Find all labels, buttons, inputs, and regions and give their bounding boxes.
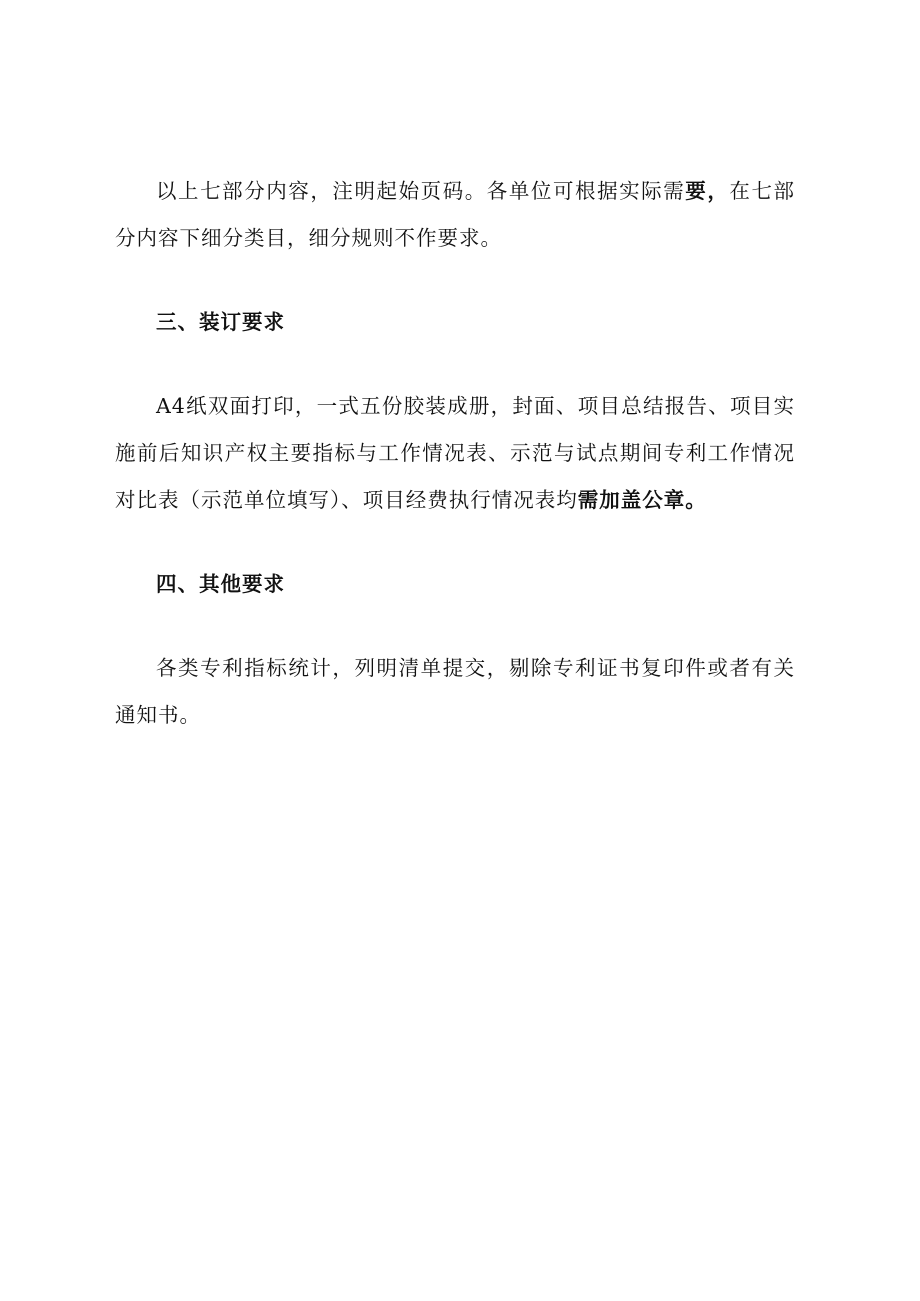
paragraph-table-of-contents-note: [115, 168, 795, 262]
spacer: [115, 346, 795, 383]
section-heading-binding: 三、装订要求: [156, 310, 285, 334]
section-heading-other: 四、其他要求: [156, 572, 285, 596]
paragraph-text: 以上七部分内容，注明起始页码。各单位可根据实际需: [156, 179, 686, 203]
paragraph-binding-requirements: [115, 383, 795, 524]
document-body: [115, 168, 795, 739]
paragraph-bold-text: 需加盖公章。: [577, 488, 707, 512]
paragraph-text: A4纸双面打印，一式五份胶装成册，封面、项目总结报告、项目实施前后知识产权主要指标与工作情况表、示范与试点期间专利工作情况对比表（示范单位填写）、项目经费执行情况表均: [115, 394, 795, 512]
spacer: [115, 608, 795, 645]
paragraph-text: 在七部分内容下细分类目，细分规则不作要求。: [115, 179, 796, 250]
spacer: [115, 524, 795, 561]
paragraph-bold-text: 要，: [685, 179, 730, 203]
paragraph-other-requirements: 各类专利指标统计，列明清单提交，剔除专利证书复印件或者有关通知书。: [115, 656, 795, 727]
spacer: [115, 262, 795, 299]
